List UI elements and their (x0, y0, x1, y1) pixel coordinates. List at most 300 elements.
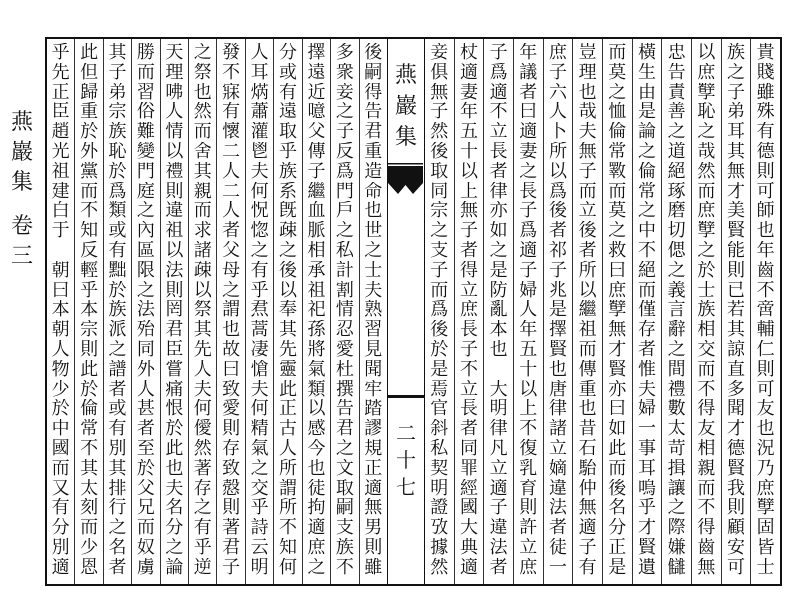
glyph: 此 (165, 438, 184, 459)
glyph: 子 (430, 260, 449, 281)
glyph: 歸 (80, 82, 99, 103)
glyph: 者 (548, 518, 567, 538)
glyph: 知 (80, 221, 99, 241)
text-column (543, 39, 573, 584)
glyph: 則 (519, 498, 538, 519)
glyph: 重 (578, 379, 597, 400)
glyph: 官 (430, 399, 449, 420)
glyph: 庶 (459, 300, 478, 321)
glyph: 告 (335, 399, 354, 420)
glyph: 以 (307, 399, 326, 420)
glyph: 責 (667, 82, 686, 103)
glyph: 擇 (307, 43, 326, 63)
glyph: 其 (279, 320, 298, 340)
glyph: 謂 (222, 300, 241, 321)
glyph: 燕 (394, 63, 417, 88)
glyph: 士 (756, 557, 775, 578)
glyph: 無 (364, 498, 383, 519)
glyph: 以 (578, 280, 597, 301)
glyph: 曰 (519, 102, 538, 123)
page-frame (45, 37, 782, 586)
glyph: 謂 (279, 478, 298, 499)
glyph: 十 (519, 359, 538, 380)
glyph: 所 (548, 141, 567, 162)
glyph: 物 (51, 359, 70, 380)
glyph: 不 (697, 379, 716, 400)
glyph: 白 (51, 201, 70, 222)
glyph: 遠 (279, 102, 298, 123)
glyph: 貴 (756, 43, 775, 63)
glyph: 之 (519, 161, 538, 182)
glyph: 固 (756, 518, 775, 538)
glyph: 族 (335, 537, 354, 558)
glyph: 妻 (459, 82, 478, 103)
glyph: 顧 (726, 518, 745, 538)
text-column (74, 39, 102, 584)
glyph: 道 (667, 141, 686, 162)
glyph: 僅 (637, 300, 656, 321)
glyph: 立 (519, 537, 538, 558)
glyph: 論 (165, 557, 184, 578)
glyph: 祭 (193, 300, 212, 321)
glyph: 祖 (307, 280, 326, 301)
glyph: 嫡 (548, 458, 567, 479)
glyph: 親 (697, 458, 716, 479)
glyph: 後 (548, 201, 567, 222)
glyph: 外 (136, 359, 155, 380)
glyph: 或 (108, 221, 127, 241)
glyph: 明 (489, 399, 508, 420)
glyph: 乎 (637, 498, 656, 519)
glyph: 於 (136, 458, 155, 479)
glyph: 孼 (697, 221, 716, 241)
glyph: 是 (430, 359, 449, 380)
glyph: 此 (608, 438, 627, 459)
glyph: 天 (165, 43, 184, 63)
glyph: 計 (335, 260, 354, 281)
glyph: 又 (51, 478, 70, 499)
right-half-text (425, 39, 780, 584)
glyph: 則 (80, 339, 99, 360)
glyph: 亦 (608, 379, 627, 400)
glyph: 子 (489, 498, 508, 519)
glyph: 也 (756, 221, 775, 241)
glyph: 而 (578, 339, 597, 360)
glyph: 庶 (756, 478, 775, 499)
glyph: 孼 (756, 498, 775, 519)
glyph: 則 (726, 498, 745, 519)
glyph: 許 (519, 518, 538, 538)
glyph: 國 (51, 438, 70, 459)
text-column (273, 39, 301, 584)
glyph: 得 (459, 260, 478, 281)
glyph: 黜 (108, 260, 127, 281)
glyph: 僾 (193, 419, 212, 439)
glyph: 類 (307, 379, 326, 400)
glyph: 以 (548, 161, 567, 182)
glyph: 感 (307, 419, 326, 439)
glyph: 弟 (726, 102, 745, 123)
glyph: 云 (250, 537, 269, 558)
glyph: 人 (279, 438, 298, 459)
glyph: 之 (335, 102, 354, 123)
glyph: 此 (279, 379, 298, 400)
glyph: 先 (51, 62, 70, 83)
glyph: 庶 (697, 62, 716, 83)
glyph: 不 (697, 498, 716, 519)
glyph: 孼 (697, 82, 716, 103)
glyph: 也 (165, 458, 184, 479)
glyph: 則 (756, 359, 775, 380)
glyph: 生 (637, 62, 656, 83)
glyph: 曰 (608, 260, 627, 281)
glyph: 曰 (608, 399, 627, 420)
glyph: 之 (667, 498, 686, 519)
margin-book-title (7, 108, 37, 198)
glyph: 近 (307, 82, 326, 103)
glyph: 者 (136, 419, 155, 439)
text-column (103, 39, 131, 584)
center-book-title (388, 60, 424, 153)
glyph: 聞 (364, 359, 383, 380)
glyph: 反 (80, 240, 99, 261)
glyph: 直 (726, 359, 745, 380)
glyph: 莫 (608, 201, 627, 222)
text-column (216, 39, 244, 584)
glyph: 而 (136, 62, 155, 83)
glyph: 詩 (250, 518, 269, 538)
glyph: 十 (459, 141, 478, 162)
glyph: 育 (519, 478, 538, 499)
glyph: 哉 (578, 102, 597, 123)
glyph: 防 (489, 280, 508, 301)
glyph: 夫 (364, 280, 383, 301)
glyph: 論 (637, 122, 656, 142)
glyph: 親 (193, 181, 212, 202)
glyph: 二 (396, 421, 416, 445)
glyph: 適 (519, 240, 538, 261)
glyph: 氣 (307, 359, 326, 380)
glyph: 不 (335, 557, 354, 578)
glyph: 理 (165, 62, 184, 83)
glyph: 恩 (80, 557, 99, 578)
glyph: 焄 (250, 300, 269, 321)
glyph: 曰 (222, 359, 241, 380)
glyph: 宗 (108, 102, 127, 123)
glyph: 適 (519, 122, 538, 142)
glyph: 取 (279, 122, 298, 142)
page-number (388, 420, 424, 501)
glyph: 適 (459, 557, 478, 578)
glyph: 有 (279, 82, 298, 103)
glyph: 之 (637, 201, 656, 222)
glyph: 乎 (51, 43, 70, 63)
glyph: 數 (667, 399, 686, 420)
glyph: 而 (80, 518, 99, 538)
glyph: 祖 (165, 221, 184, 241)
glyph: 攷 (430, 518, 449, 538)
glyph: 弟 (108, 82, 127, 103)
glyph: 者 (578, 240, 597, 261)
glyph: 於 (108, 161, 127, 182)
glyph: 取 (335, 478, 354, 499)
glyph: 妻 (519, 141, 538, 162)
glyph: 揖 (667, 458, 686, 479)
fish-tail-ornament (388, 163, 423, 199)
margin-label (7, 0, 37, 614)
glyph: 間 (667, 359, 686, 380)
glyph: 族 (697, 300, 716, 321)
glyph: 人 (519, 300, 538, 321)
glyph: 磨 (667, 201, 686, 222)
glyph: 唐 (548, 379, 567, 400)
glyph: 恨 (165, 399, 184, 420)
glyph: 承 (307, 260, 326, 281)
glyph: 得 (364, 82, 383, 103)
glyph: 蒿 (250, 320, 269, 340)
glyph: 疎 (279, 221, 298, 241)
glyph: 有 (756, 122, 775, 142)
text-column (721, 39, 751, 584)
glyph: 違 (165, 201, 184, 222)
glyph: 適 (459, 62, 478, 83)
glyph: 則 (222, 419, 241, 439)
glyph: 耳 (250, 62, 269, 83)
glyph: 駘 (578, 458, 597, 479)
glyph: 讎 (667, 557, 686, 578)
glyph: 之 (667, 339, 686, 360)
glyph: 君 (335, 419, 354, 439)
glyph: 精 (250, 419, 269, 439)
glyph: 傳 (578, 359, 597, 380)
glyph: 然 (430, 122, 449, 142)
glyph: 適 (578, 518, 597, 538)
glyph: 派 (108, 320, 127, 340)
glyph: 適 (307, 518, 326, 538)
glyph: 故 (222, 339, 241, 360)
glyph: 哉 (697, 141, 716, 162)
glyph: 臣 (51, 102, 70, 123)
glyph: 惚 (250, 221, 269, 241)
glyph: 以 (697, 43, 716, 63)
glyph: 咈 (165, 82, 184, 103)
text-column (359, 39, 387, 584)
glyph: 賢 (726, 221, 745, 241)
glyph: 母 (222, 260, 241, 281)
glyph: 國 (459, 498, 478, 519)
glyph: 之 (136, 280, 155, 301)
glyph: 刻 (80, 498, 99, 519)
glyph: 子 (548, 62, 567, 83)
glyph: 不 (489, 102, 508, 123)
glyph: 而 (697, 181, 716, 202)
glyph: 無 (608, 320, 627, 340)
glyph: 人 (548, 102, 567, 123)
glyph: 祀 (307, 300, 326, 321)
glyph: 賢 (726, 458, 745, 479)
glyph: 其 (80, 458, 99, 479)
glyph: 法 (165, 260, 184, 281)
glyph: 之 (193, 43, 212, 63)
glyph: 怳 (250, 201, 269, 222)
glyph: 理 (578, 62, 597, 83)
glyph: 光 (51, 141, 70, 162)
glyph: 致 (222, 379, 241, 400)
glyph: 所 (279, 498, 298, 519)
glyph: 也 (578, 82, 597, 103)
glyph: 造 (364, 161, 383, 182)
text-column (632, 39, 662, 584)
glyph: 後 (608, 478, 627, 499)
glyph: 不 (637, 240, 656, 261)
glyph: 是 (608, 557, 627, 578)
glyph: 士 (697, 280, 716, 301)
glyph: 以 (279, 280, 298, 301)
glyph: 巖 (10, 140, 33, 165)
glyph: 繼 (578, 300, 597, 321)
glyph: 重 (364, 141, 383, 162)
glyph: 將 (307, 339, 326, 360)
glyph: 也 (222, 320, 241, 340)
glyph: 是 (489, 260, 508, 281)
glyph: 世 (364, 221, 383, 241)
glyph: 兄 (136, 498, 155, 519)
glyph: 存 (193, 478, 212, 499)
glyph: 巖 (394, 94, 417, 119)
glyph: 常 (608, 141, 627, 162)
glyph: 證 (430, 498, 449, 519)
glyph: 以 (193, 280, 212, 301)
center-column (387, 39, 425, 584)
blank-space (484, 360, 513, 380)
glyph: 乎 (279, 141, 298, 162)
glyph: 發 (222, 43, 241, 63)
glyph: 常 (80, 419, 99, 439)
glyph: 支 (430, 240, 449, 261)
glyph: 子 (459, 221, 478, 241)
glyph: 於 (51, 399, 70, 420)
glyph: 之 (193, 498, 212, 519)
glyph: 乃 (756, 458, 775, 479)
glyph: 如 (489, 221, 508, 241)
glyph: 爲 (489, 62, 508, 83)
glyph: 如 (608, 419, 627, 439)
glyph: 何 (250, 399, 269, 420)
glyph: 無 (578, 141, 597, 162)
glyph: 分 (51, 518, 70, 538)
glyph: 之 (726, 62, 745, 83)
glyph: 人 (222, 161, 241, 182)
glyph: 禮 (667, 379, 686, 400)
glyph: 之 (222, 280, 241, 301)
glyph: 嘗 (165, 359, 184, 380)
glyph: 同 (459, 438, 478, 459)
glyph: 是 (548, 300, 567, 321)
glyph: 正 (279, 399, 298, 420)
glyph: 則 (364, 537, 383, 558)
glyph: 由 (637, 82, 656, 103)
text-column (483, 39, 513, 584)
glyph: 愛 (222, 399, 241, 420)
glyph: 俱 (430, 62, 449, 83)
glyph: 三 (10, 244, 33, 269)
glyph: 立 (459, 379, 478, 400)
glyph: 也 (193, 82, 212, 103)
glyph: 然 (193, 438, 212, 459)
glyph: 而 (608, 43, 627, 63)
glyph: 而 (608, 181, 627, 202)
glyph: 妾 (430, 43, 449, 63)
glyph: 立 (548, 438, 567, 459)
glyph: 之 (250, 458, 269, 479)
glyph: 大 (459, 518, 478, 538)
glyph: 違 (548, 478, 567, 499)
glyph: 難 (136, 122, 155, 142)
glyph: 但 (80, 62, 99, 83)
glyph: 切 (667, 221, 686, 241)
glyph: 父 (307, 122, 326, 142)
glyph: 律 (489, 419, 508, 439)
glyph: 五 (519, 339, 538, 360)
glyph: 倫 (80, 399, 99, 420)
glyph: 才 (726, 181, 745, 202)
glyph: 律 (489, 181, 508, 202)
glyph: 燕 (10, 110, 33, 135)
glyph: 是 (637, 102, 656, 123)
glyph: 交 (697, 339, 716, 360)
glyph: 倫 (637, 161, 656, 182)
glyph: 以 (165, 141, 184, 162)
glyph: 大 (489, 379, 508, 400)
glyph: 愛 (335, 339, 354, 360)
glyph: 不 (222, 62, 241, 83)
glyph: 以 (459, 161, 478, 182)
glyph: 不 (80, 201, 99, 222)
glyph: 婦 (637, 399, 656, 420)
text-column (602, 39, 632, 584)
glyph: 無 (697, 557, 716, 578)
glyph: 一 (548, 557, 567, 578)
glyph: 立 (459, 280, 478, 301)
glyph: 焉 (430, 379, 449, 400)
text-column (454, 39, 484, 584)
glyph: 乳 (519, 458, 538, 479)
glyph: 門 (335, 181, 354, 202)
glyph: 先 (279, 339, 298, 360)
glyph: 殆 (136, 320, 155, 340)
glyph: 罪 (459, 458, 478, 479)
glyph: 男 (364, 518, 383, 538)
glyph: 熟 (364, 300, 383, 321)
glyph: 斜 (430, 419, 449, 439)
glyph: 倫 (608, 122, 627, 142)
glyph: 乎 (250, 280, 269, 301)
glyph: 庶 (548, 43, 567, 63)
glyph: 者 (459, 419, 478, 439)
glyph: 輕 (80, 260, 99, 281)
glyph: 長 (489, 141, 508, 162)
glyph: 舍 (193, 141, 212, 162)
glyph: 此 (80, 43, 99, 63)
glyph: 後 (364, 43, 383, 63)
glyph: 情 (165, 122, 184, 142)
glyph: 別 (51, 537, 70, 558)
glyph: 我 (726, 478, 745, 499)
glyph: 卷 (10, 214, 33, 239)
glyph: 慤 (222, 478, 241, 499)
glyph: 逆 (193, 557, 212, 578)
glyph: 其 (726, 320, 745, 340)
